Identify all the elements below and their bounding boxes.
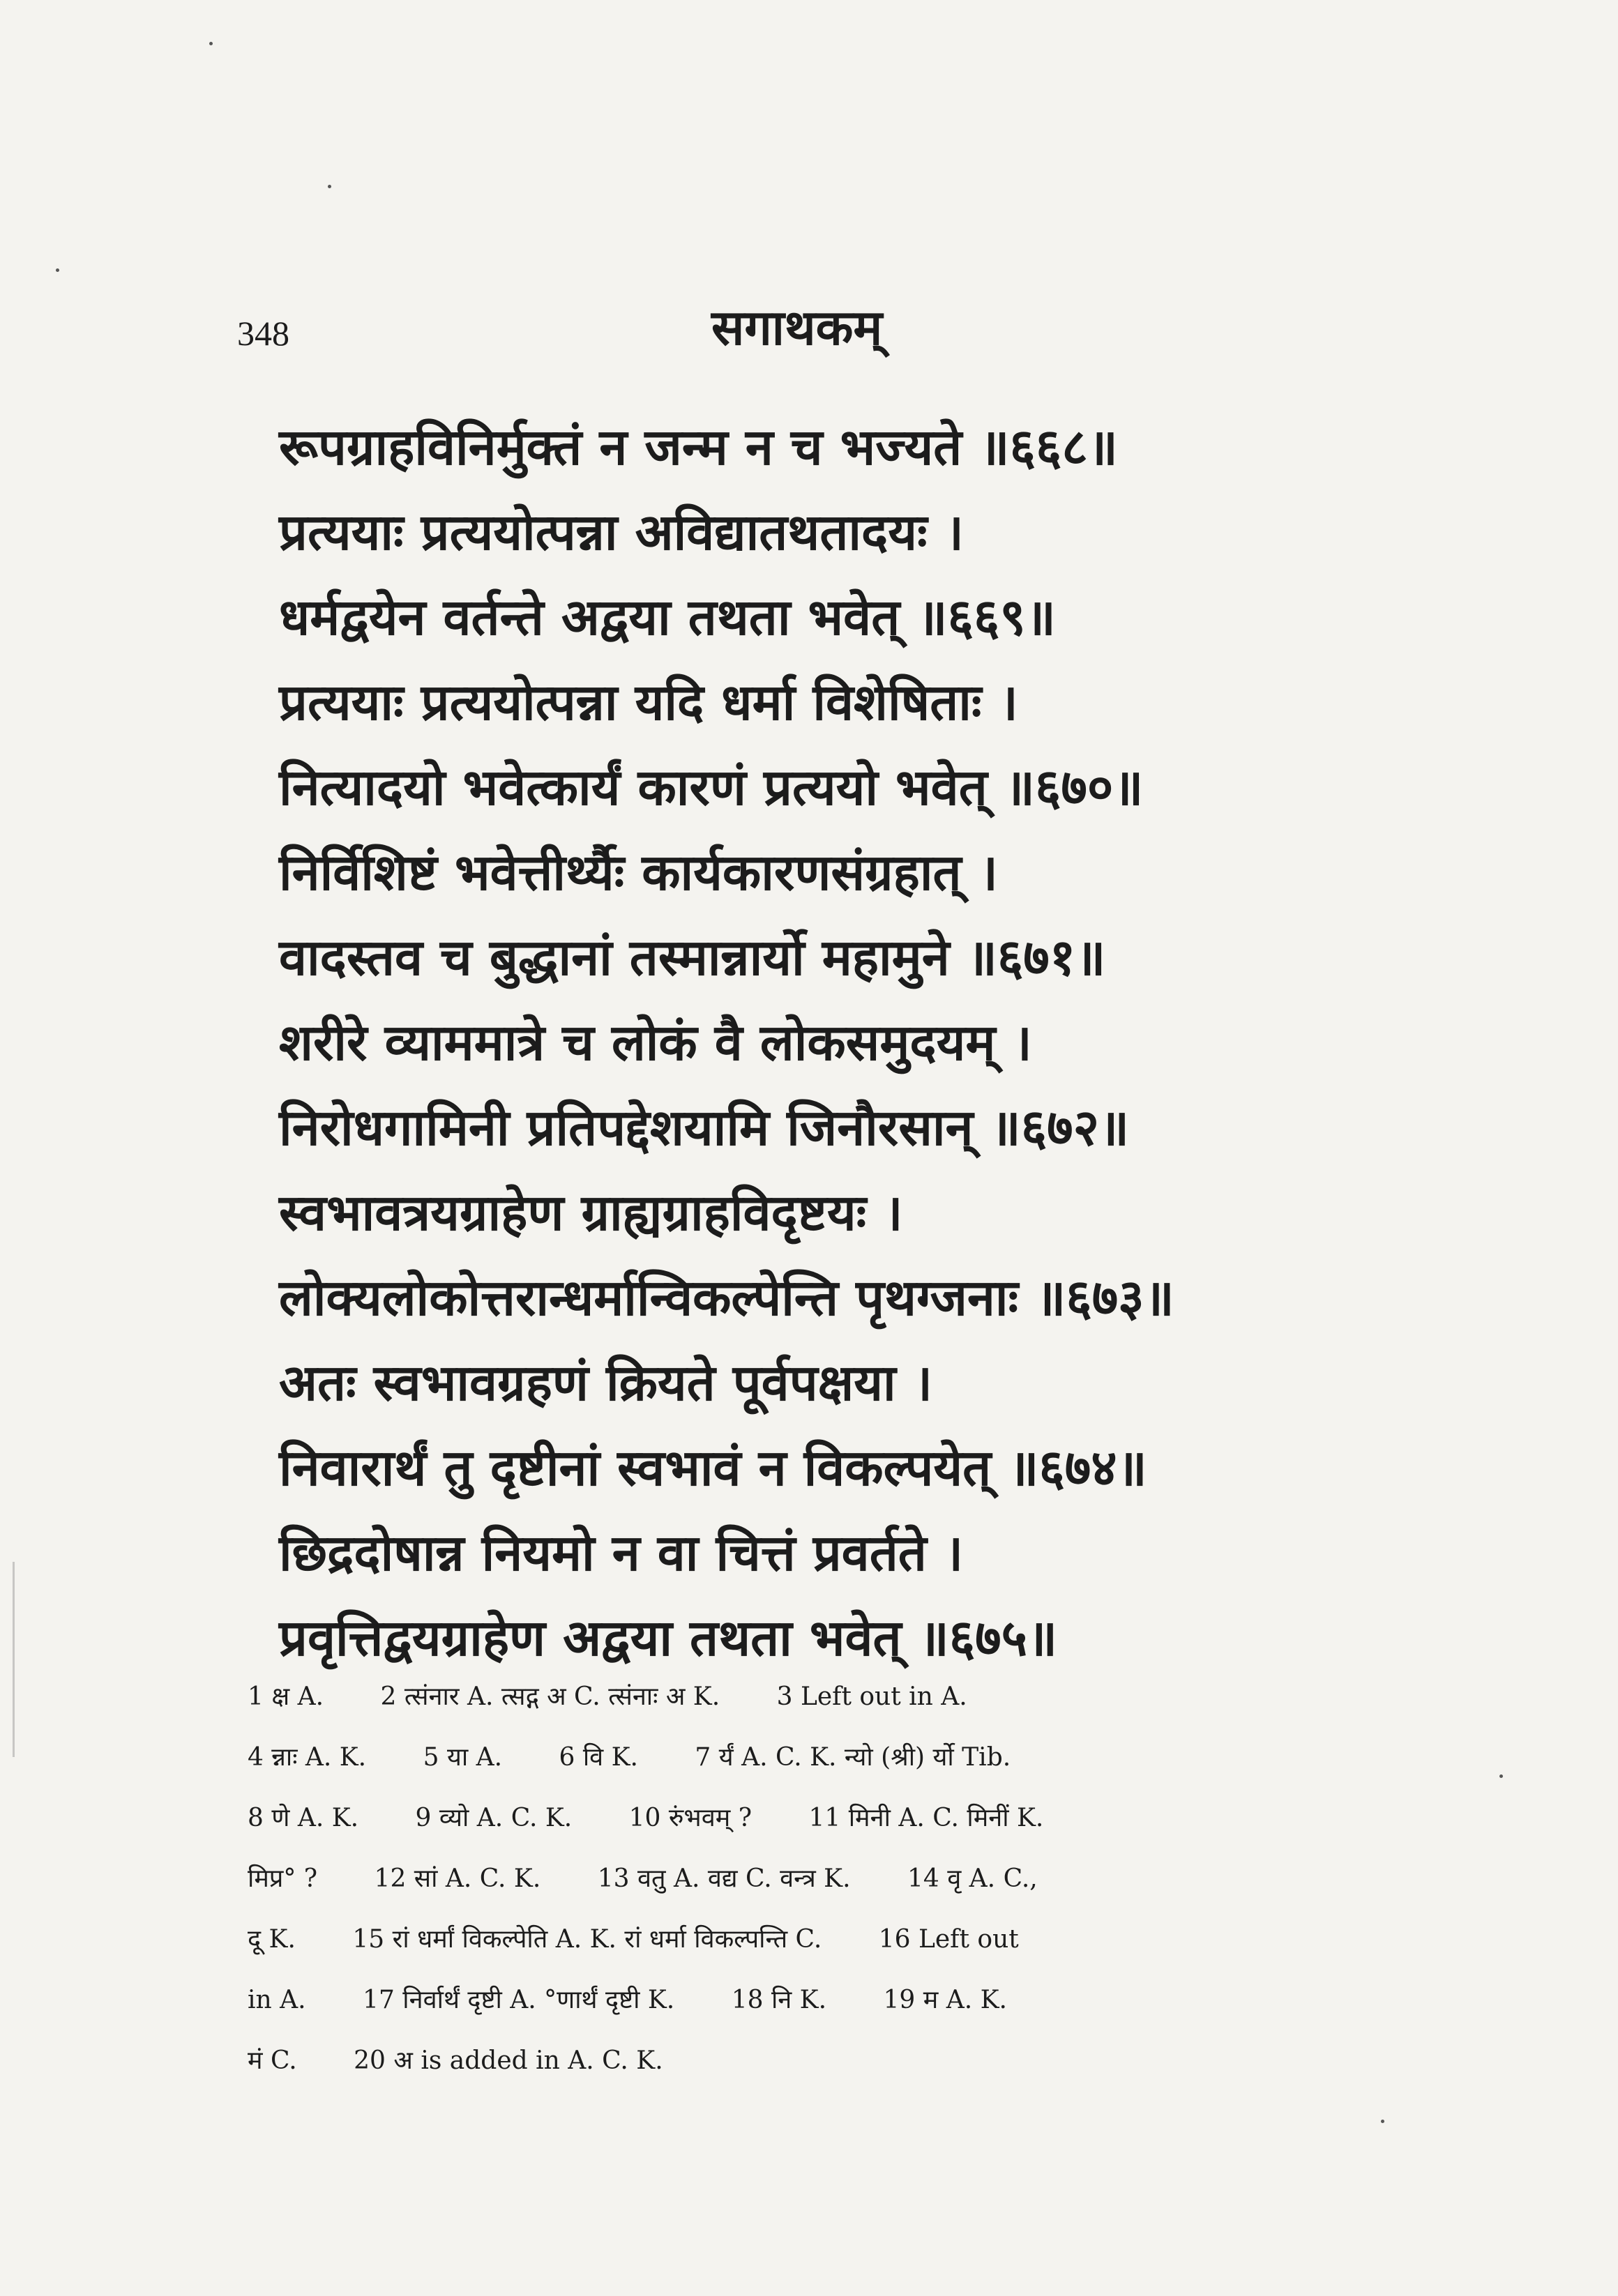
footnote: 8 णे A. K. [248, 1804, 359, 1832]
footnote-line [248, 1909, 1433, 1970]
footnote: 6 वि K. [559, 1743, 638, 1772]
verse-line: प्रत्ययाः प्रत्ययोत्पन्ना अविद्यातथतादयः । [279, 502, 964, 561]
verse-line: निर्विशिष्टं भवेत्तीर्थ्यैः कार्यकारणसंग्रहात् । [279, 842, 998, 902]
scan-speck [1381, 2120, 1384, 2123]
footnote: 11 मिनी A. C. मिनीं K. [808, 1804, 1044, 1832]
footnote-line [248, 1727, 1433, 1788]
footnote: 2 त्संनार A. त्सद्ग अ C. त्संनाः अ K. [380, 1682, 720, 1711]
footnote: 9 व्यो A. C. K. [415, 1804, 573, 1832]
verse-line: निवारार्थं तु दृष्टीनां स्वभावं न विकल्पयेत् ॥६७४॥ [279, 1438, 1147, 1497]
scan-edge-shadow [13, 1562, 15, 1757]
footnote: 5 या A. [423, 1743, 503, 1772]
verse-line: नित्यादयो भवेत्कार्यं कारणं प्रत्ययो भवेत् ॥६७०॥ [279, 757, 1144, 816]
footnote: दू K. [248, 1925, 296, 1954]
footnote: मं C. [248, 2046, 297, 2075]
footnote: 18 नि K. [731, 1986, 827, 2014]
footnote: 12 सां A. C. K. [374, 1864, 541, 1893]
footnote: 13 वतु A. वद्य C. वन्त्र K. [597, 1864, 851, 1893]
footnote: 20 अ is added in A. C. K. [354, 2046, 663, 2075]
footnote: 16 Left out [878, 1925, 1019, 1954]
footnote-line [248, 2030, 1433, 2091]
footnote: in A. [248, 1986, 306, 2014]
verse-line: छिद्रदोषान्न नियमो न वा चित्तं प्रवर्तते । [279, 1523, 964, 1582]
footnotes [248, 1666, 1433, 2091]
verse-block [279, 404, 1395, 1680]
footnote: 17 निर्वार्थं दृष्टी A. °णार्थं दृष्टी K. [363, 1986, 675, 2014]
verse-line: रूपग्राहविनिर्मुक्तं न जन्म न च भज्यते ॥६६८॥ [279, 417, 1118, 476]
running-title: सगाथकम् [711, 298, 883, 356]
footnote-line [248, 1666, 1433, 1727]
footnote: 14 वृ A. C., [907, 1864, 1038, 1893]
page-number: 348 [237, 314, 289, 353]
footnote: 19 म A. K. [883, 1986, 1007, 2014]
footnote-line [248, 1970, 1433, 2030]
scan-speck [209, 42, 213, 45]
footnote-line [248, 1788, 1433, 1848]
footnote: 7 र्यं A. C. K. न्यो (श्री) र्यो Tib. [695, 1743, 1011, 1772]
footnote: 15 रां धर्मां विकल्पेति A. K. रां धर्मा विकल्पन्ति C. [352, 1925, 822, 1954]
verse-line: प्रवृत्तिद्वयग्राहेण अद्वया तथता भवेत् ॥६७५॥ [279, 1608, 1058, 1667]
verse-line: स्वभावत्रयग्राहेण ग्राह्यग्राहविदृष्टयः । [279, 1183, 903, 1242]
verse-line: निरोधगामिनी प्रतिपद्देशयामि जिनौरसान् ॥६७२॥ [279, 1097, 1130, 1157]
verse-line: वादस्तव च बुद्धानां तस्मान्नार्यो महामुने ॥६७१॥ [279, 927, 1106, 987]
footnote: 1 क्ष A. [248, 1682, 324, 1711]
footnote: मिप्र° ? [248, 1864, 318, 1893]
footnote-line [248, 1848, 1433, 1909]
verse-line: शरीरे व्याममात्रे च लोकं वै लोकसमुदयम् । [279, 1012, 1032, 1072]
scan-speck [56, 268, 59, 272]
verse-line: प्रत्ययाः प्रत्ययोत्पन्ना यदि धर्मा विशेषिताः । [279, 672, 1018, 731]
footnote: 4 न्नाः A. K. [248, 1743, 367, 1772]
footnote: 3 Left out in A. [776, 1682, 967, 1711]
verse-line: अतः स्वभावग्रहणं क्रियते पूर्वपक्षया । [279, 1353, 932, 1412]
verse-line: धर्मद्वयेन वर्तन्ते अद्वया तथता भवेत् ॥६६९॥ [279, 587, 1056, 646]
scan-speck [1499, 1774, 1503, 1778]
verse-line: लोक्यलोकोत्तरान्धर्मान्विकल्पेन्ति पृथग्जनाः ॥६७३॥ [279, 1268, 1174, 1327]
scan-speck [328, 185, 331, 188]
footnote: 10 रुंभवम् ? [628, 1804, 753, 1832]
